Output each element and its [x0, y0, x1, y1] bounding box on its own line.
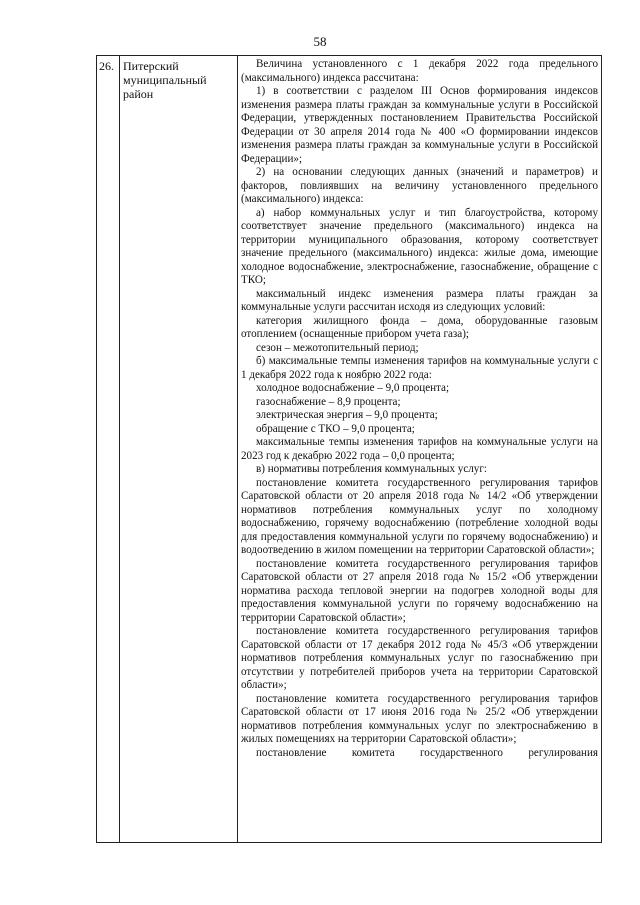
paragraph: 1) в соответствии с разделом III Основ формирования индексов изменения размера платы граждан за коммунальные услуги в Российской Федерации, утвержденных постановлением Правительства Российской Федерации от 30 апреля 2014 года № 400 «О формировании индексов изменения размера платы граждан за коммунальные услуги в Российской Федерации»; — [241, 85, 598, 165]
paragraph: категория жилищного фонда – дома, оборудованные газовым отоплением (оснащенные прибором учета газа); — [241, 314, 598, 340]
paragraph: электрическая энергия – 9,0 процента; — [256, 409, 438, 421]
paragraph: постановление комитета государственного регулирования тарифов Саратовской области от 17 июня 2016 года № 25/2 «Об утверждении нормативов потребления коммунальных услуг по электроснабжению в жилых помещениях на территории Саратовской области»; — [241, 692, 598, 745]
paragraph: 2) на основании следующих данных (значений и параметров) и факторов, повлиявших на величину установленного предельного (максимального) индекса: — [241, 166, 598, 205]
paragraph: постановление комитета государственного регулирования тарифов Саратовской области от 27 апреля 2018 года № 15/2 «Об утверждении норматива расхода тепловой энергии на подогрев холодной воды для предоставления коммунальной услуги по горячему водоснабжению на территории Саратовской области»; — [241, 557, 598, 624]
district-name: Питерский муниципальный район — [120, 56, 238, 843]
page-number: 58 — [313, 34, 327, 49]
paragraph: холодное водоснабжение – 9,0 процента; — [256, 382, 450, 394]
row-number: 26. — [97, 56, 120, 843]
table-row — [97, 56, 602, 843]
paragraph: газоснабжение – 8,9 процента; — [256, 395, 401, 408]
row-body — [238, 56, 602, 843]
paragraph: сезон – межотопительный период; — [256, 341, 419, 354]
paragraph: максимальные темпы изменения тарифов на коммунальные услуги на 2023 год к декабрю 2022 года – 0,0 процента; — [241, 436, 598, 462]
paragraph: а) набор коммунальных услуг и тип благоустройства, которому соответствует значение предельного (максимального) индекса на территории муниципального образования, которому соответствует значение предельного (максимального) индекса: жилые дома, имеющие холодное водоснабжение, электроснабжение, газоснабжение, обращение с ТКО; — [241, 206, 598, 286]
tariff-table — [96, 55, 602, 843]
paragraph: б) максимальные темпы изменения тарифов на коммунальные услуги с 1 декабря 2022 года к ноябрю 2022 года: — [241, 355, 598, 381]
paragraph: постановление комитета государственного регулирования — [256, 746, 598, 759]
paragraph: максимальный индекс изменения размера платы граждан за коммунальные услуги рассчитан исходя из следующих условий: — [241, 287, 598, 313]
paragraph: постановление комитета государственного регулирования тарифов Саратовской области от 20 апреля 2018 года № 14/2 «Об утверждении нормативов потребления коммунальных услуг по холодному водоснабжению, горячему водоснабжению (потребление холодной воды для предоставления коммунальной услуги по горячему водоснабжению) и водоотведению в жилом помещении на территории Саратовской области»; — [241, 476, 598, 556]
paragraph: Величина установленного с 1 декабря 2022 года предельного (максимального) индекса рассчитана: — [241, 58, 598, 84]
paragraph: постановление комитета государственного регулирования тарифов Саратовской области от 17 декабря 2012 года № 45/3 «Об утверждении нормативов потребления коммунальных услуг по газоснабжению при отсутствии у потребителей приборов учета на территории Саратовской области»; — [241, 625, 598, 691]
paragraph: в) нормативы потребления коммунальных услуг: — [256, 463, 487, 475]
paragraph: обращение с ТКО – 9,0 процента; — [256, 422, 415, 435]
